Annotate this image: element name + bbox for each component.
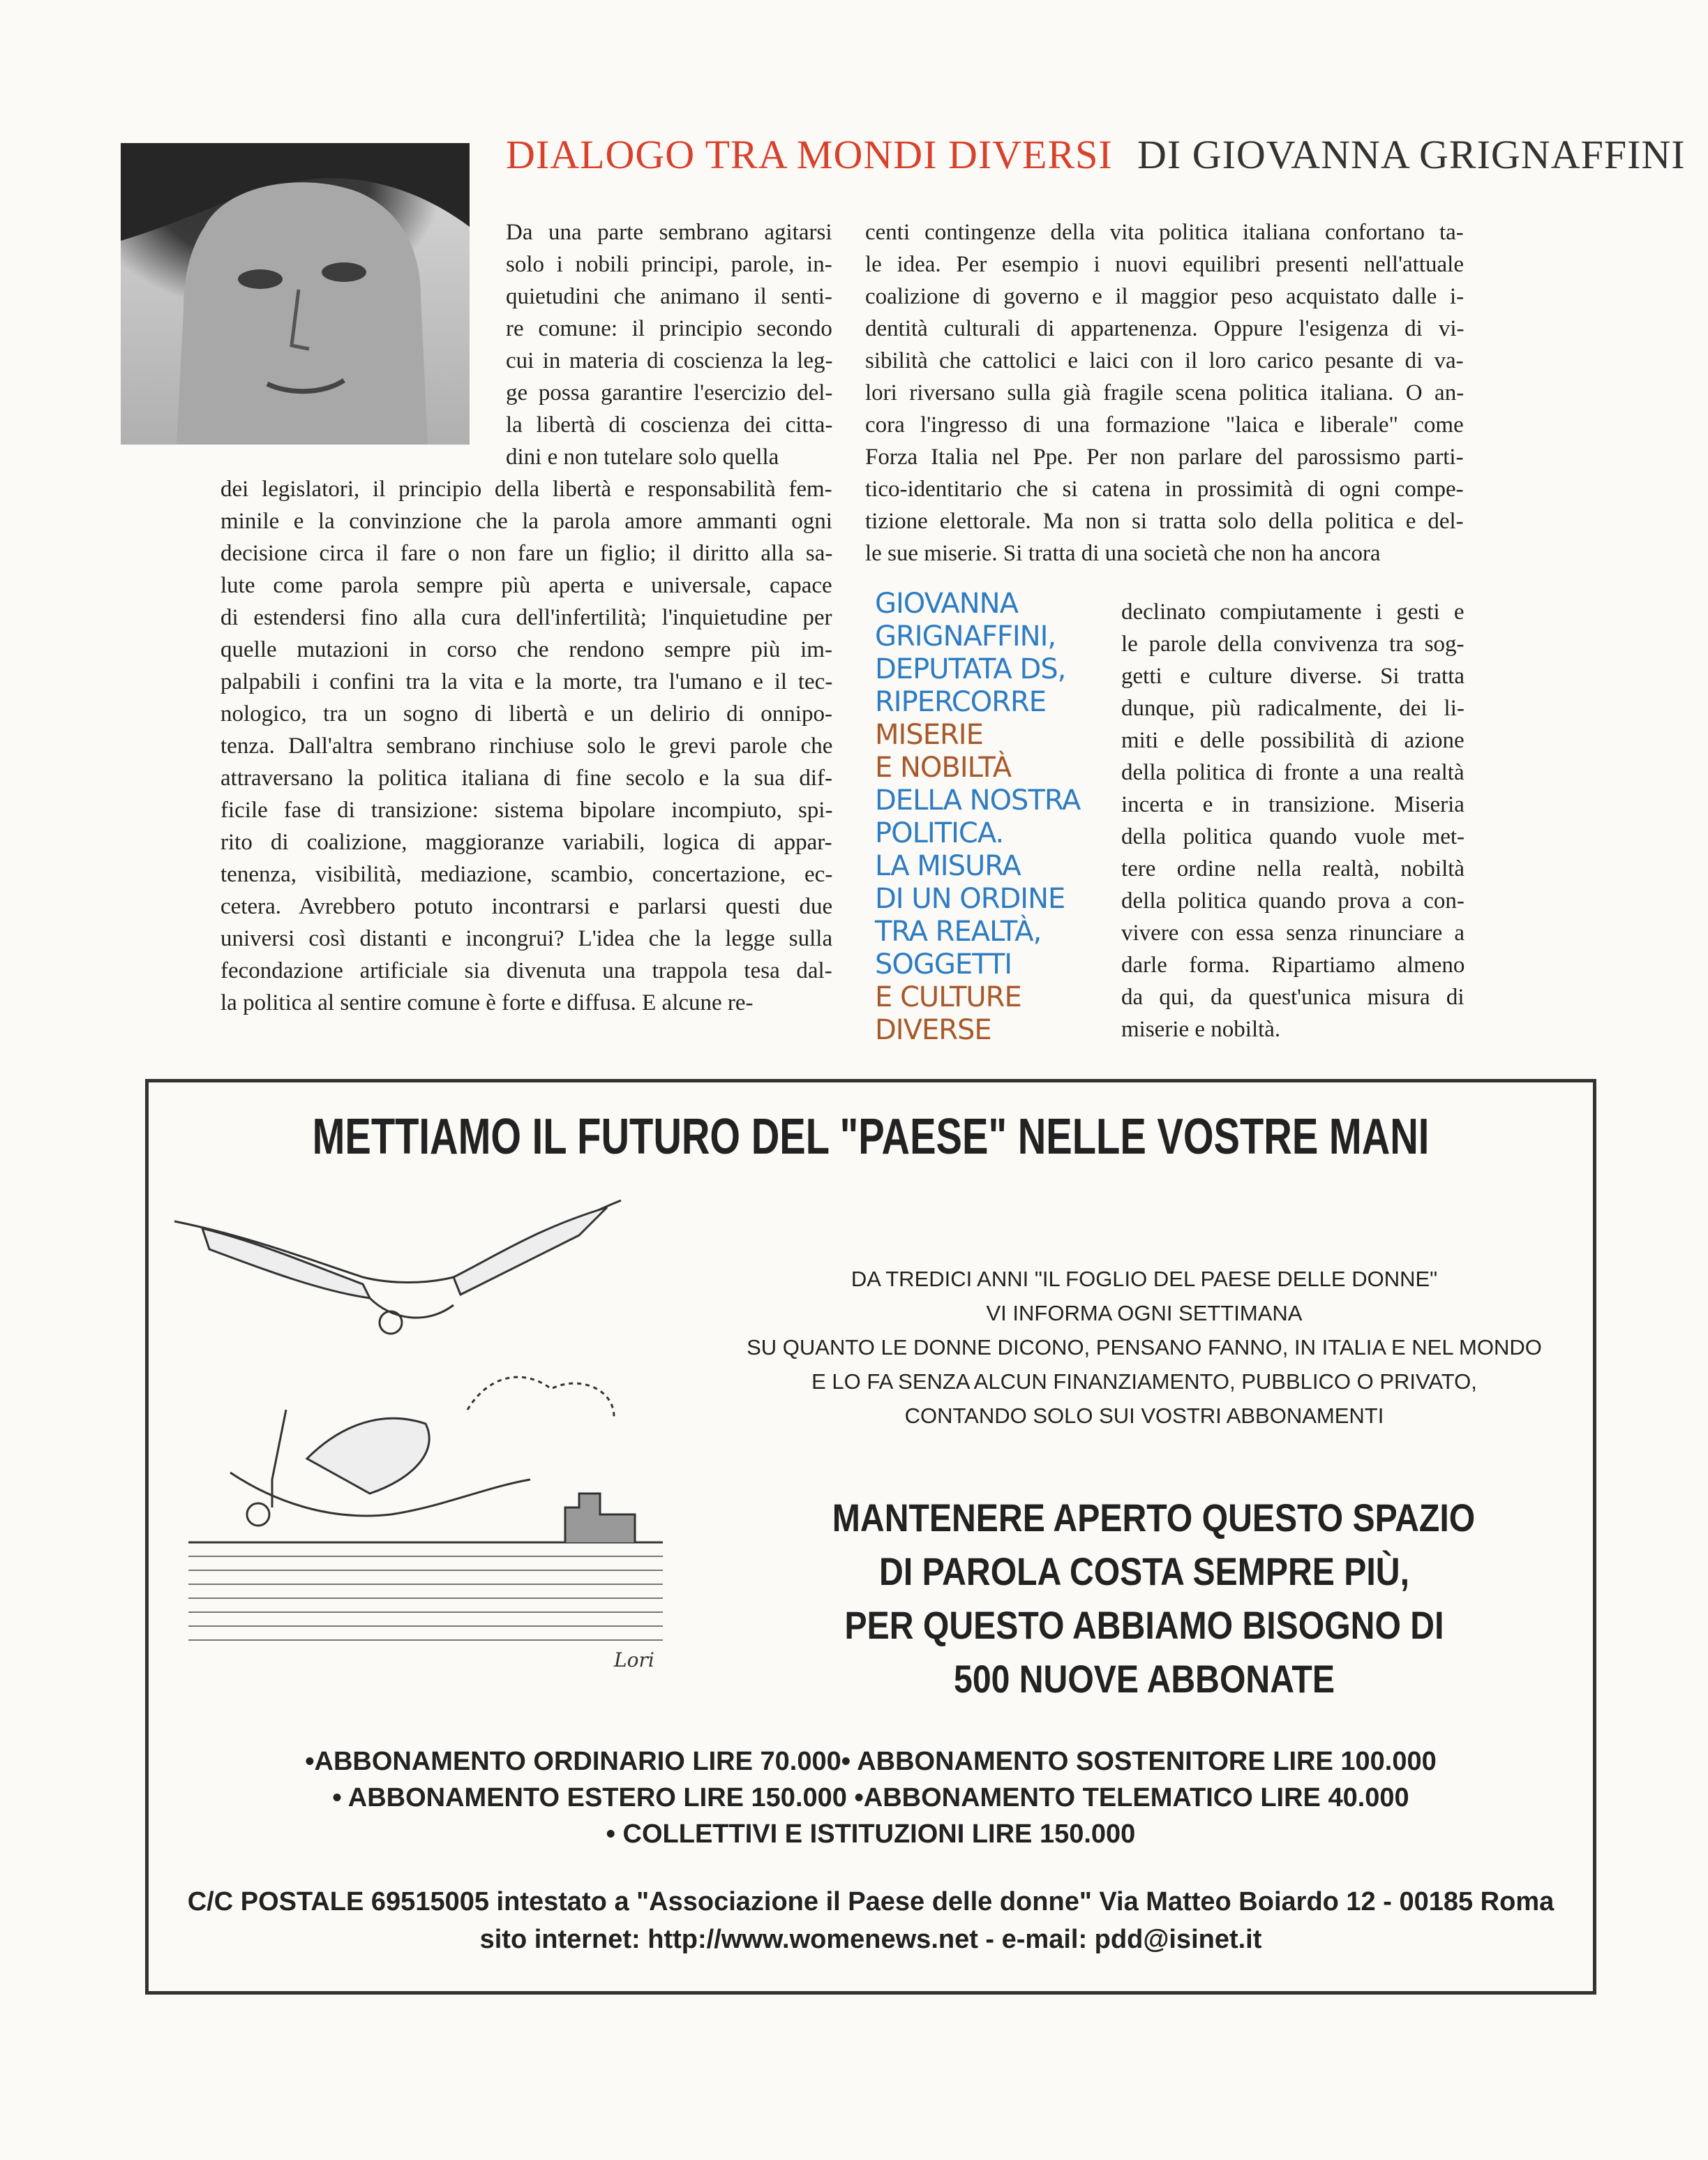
pullquote-line: DELLA NOSTRA [875,784,1081,817]
article-column-2-body [1121,596,1464,1045]
article-line: quelle mutazioni in corso che rendono sempre più im- [220,637,832,662]
ad-subscription-line: • ABBONAMENTO ESTERO LIRE 150.000 •ABBONAMENTO TELEMATICO LIRE 40.000 [332,1783,1409,1812]
article-line: ficile fase di transizione: sistema bipolare incompiuto, spi- [220,798,833,823]
article-line: dunque, più radicalmente, dei li- [1121,696,1464,721]
article-line: cetera. Avrebbero potuto incontrarsi e parlarsi questi due [220,894,833,919]
article-line: solo i nobili principi, parole, in- [506,252,832,277]
ad-contact-line: sito internet: http://www.womenews.net - e-mail: pdd@isinet.it [479,1925,1262,1954]
article-line: centi contingenze della vita politica italiana confortano ta- [865,220,1464,245]
article-line: cora l'ingresso di una formazione "laica e liberale" come [865,412,1464,438]
ad-intro-line: E LO FA SENZA ALCUN FINANZIAMENTO, PUBBLICO O PRIVATO, [811,1369,1477,1394]
ad-subscription-line: •ABBONAMENTO ORDINARIO LIRE 70.000• ABBONAMENTO SOSTENITORE LIRE 100.000 [305,1747,1437,1776]
article-line: dei legislatori, il principio della libertà e responsabilità fem- [220,477,832,502]
article-line: ge possa garantire l'esercizio del- [506,380,833,405]
ad-subscription-list [145,1743,1596,1852]
pullquote-line: POLITICA. [875,817,1004,849]
article-line: incerta e in transizione. Miseria [1121,792,1464,817]
article-line: nologico, tra un sogno di libertà e un delirio di onnipo- [220,701,832,727]
article-line: attraversano la politica italiana di fine secolo e la sua dif- [220,766,833,791]
article-line: la libertà di coscienza dei citta- [506,412,833,438]
ad-intro-line: SU QUANTO LE DONNE DICONO, PENSANO FANNO, IN ITALIA E NEL MONDO [747,1335,1542,1360]
ad-appeal-line: MANTENERE APERTO QUESTO SPAZIO [832,1496,1476,1540]
article-line: getti e culture diverse. Si tratta [1121,664,1465,689]
article-column-1-body [220,473,832,1019]
article-line: le parole della convivenza tra sog- [1121,632,1464,657]
ad-intro-text [726,1262,1563,1433]
ad-appeal-line: PER QUESTO ABBIAMO BISOGNO DI [844,1603,1444,1647]
article-line: declinato compiutamente i gesti e [1121,599,1464,625]
ad-contact-info [145,1883,1596,1958]
article-line: tere ordine nella realtà, nobiltà [1121,856,1465,881]
article-line: le idea. Per esempio i nuovi equilibri presenti nell'attuale [865,252,1464,277]
pullquote-line: E CULTURE [875,981,1021,1013]
pullquote [875,588,1112,1047]
pullquote-line: GRIGNAFFINI, [875,620,1056,653]
article-line: le sue miserie. Si tratta di una società che non ha ancora [865,541,1381,566]
illustration-signature: Lori [614,1648,654,1671]
article-line: la politica al sentire comune è forte e diffusa. E alcune re- [220,990,754,1015]
article-line: Forza Italia nel Ppe. Per non parlare del parossismo parti- [865,445,1464,470]
ad-appeal [832,1491,1476,1706]
article-line: coalizione di governo e il maggior peso acquistato dalle i- [865,284,1464,309]
article-line: sibilità che cattolici e laici con il loro carico pesante di va- [865,348,1464,373]
article-line: della politica di fronte a una realtà [1121,760,1464,785]
article-column-2-top [865,216,1464,569]
ad-illustration [160,1179,691,1682]
article-line: di estendersi fino alla cura dell'infertilità; l'inquietudine per [220,605,832,630]
ad-intro-line: CONTANDO SOLO SUI VOSTRI ABBONAMENTI [904,1403,1384,1428]
ad-appeal-line: 500 NUOVE ABBONATE [954,1657,1335,1701]
pullquote-line: SOGGETTI [875,948,1012,981]
ad-appeal-line: DI PAROLA COSTA SEMPRE PIÙ, [879,1549,1409,1593]
article-byline: DI GIOVANNA GRIGNAFFINI [1137,132,1686,177]
ad-intro-line: VI INFORMA OGNI SETTIMANA [986,1301,1303,1325]
article-line: lute come parola sempre più aperta e universale, capace [220,573,832,598]
article-title: DIALOGO TRA MONDI DIVERSI [506,132,1113,177]
pullquote-line: RIPERCORRE [875,686,1047,718]
pullquote-line: TRA REALTÀ, [875,916,1042,948]
article-line: vivere con essa senza rinunciare a [1121,921,1465,946]
article-line: miserie e nobiltà. [1121,1017,1281,1042]
article-line: quietudini che animano il senti- [506,284,832,309]
article-line: rito di coalizione, maggioranze variabili, logica di appar- [220,830,832,855]
pullquote-line: DIVERSE [875,1014,991,1046]
article-line: cui in materia di coscienza la leg- [506,348,833,373]
ad-headline: METTIAMO IL FUTURO DEL "PAESE" NELLE VOSTRE MANI [312,1109,1430,1165]
article-line: tico-identitario che si catena in prossimità di ogni compe- [865,477,1464,502]
article-line: lori riversano sulla già fragile scena politica italiana. O an- [865,380,1464,405]
ad-contact-line: C/C POSTALE 69515005 intestato a "Associazione il Paese delle donne" Via Matteo Boiardo 12 - 00185 Roma [187,1887,1555,1916]
pullquote-line: MISERIE [875,719,983,751]
article-line: universi così distanti e incongrui? L'idea che la legge sulla [220,926,833,951]
article-line: dentità culturali di appartenenza. Oppure l'esigenza di vi- [865,316,1464,341]
pullquote-line: GIOVANNA [875,588,1018,620]
article-line: minile e la convinzione che la parola amore ammanti ogni [220,509,832,534]
article-line: palpabili i confini tra la vita e la morte, tra l'umano e il tec- [220,669,833,694]
pullquote-line: DI UN ORDINE [875,883,1065,915]
article-line: darle forma. Ripartiamo almeno [1121,953,1465,978]
article-line: da qui, da quest'unica misura di [1121,985,1464,1010]
article-line: decisione circa il fare o non fare un figlio; il diritto alla sa- [220,541,833,566]
article-line: tizione elettorale. Ma non si tratta solo della politica e del- [865,509,1464,534]
article-column-1-top [506,216,832,473]
article-line: tenza. Dall'altra sembrano rinchiuse solo le grevi parole che [220,733,833,759]
article-line: della politica quando prova a con- [1121,888,1464,914]
article-line: re comune: il principio secondo [506,316,832,341]
article-line: Da una parte sembrano agitarsi [506,220,832,245]
article-line: tenenza, visibilità, mediazione, scambio, concertazione, ec- [220,862,833,887]
article-line: dini e non tutelare solo quella [506,445,779,470]
article-line: della politica quando vuole met- [1121,824,1465,849]
pullquote-line: LA MISURA [875,850,1021,882]
article-line: fecondazione artificiale sia divenuta una trappola tesa dal- [220,958,832,983]
author-photo [121,143,470,445]
pullquote-line: E NOBILTÀ [875,752,1012,784]
pullquote-line: DEPUTATA DS, [875,653,1066,685]
ad-intro-line: DA TREDICI ANNI "IL FOGLIO DEL PAESE DELLE DONNE" [851,1267,1438,1291]
ad-subscription-line: • COLLETTIVI E ISTITUZIONI LIRE 150.000 [606,1819,1136,1849]
article-line: miti e delle possibilità di azione [1121,728,1464,753]
